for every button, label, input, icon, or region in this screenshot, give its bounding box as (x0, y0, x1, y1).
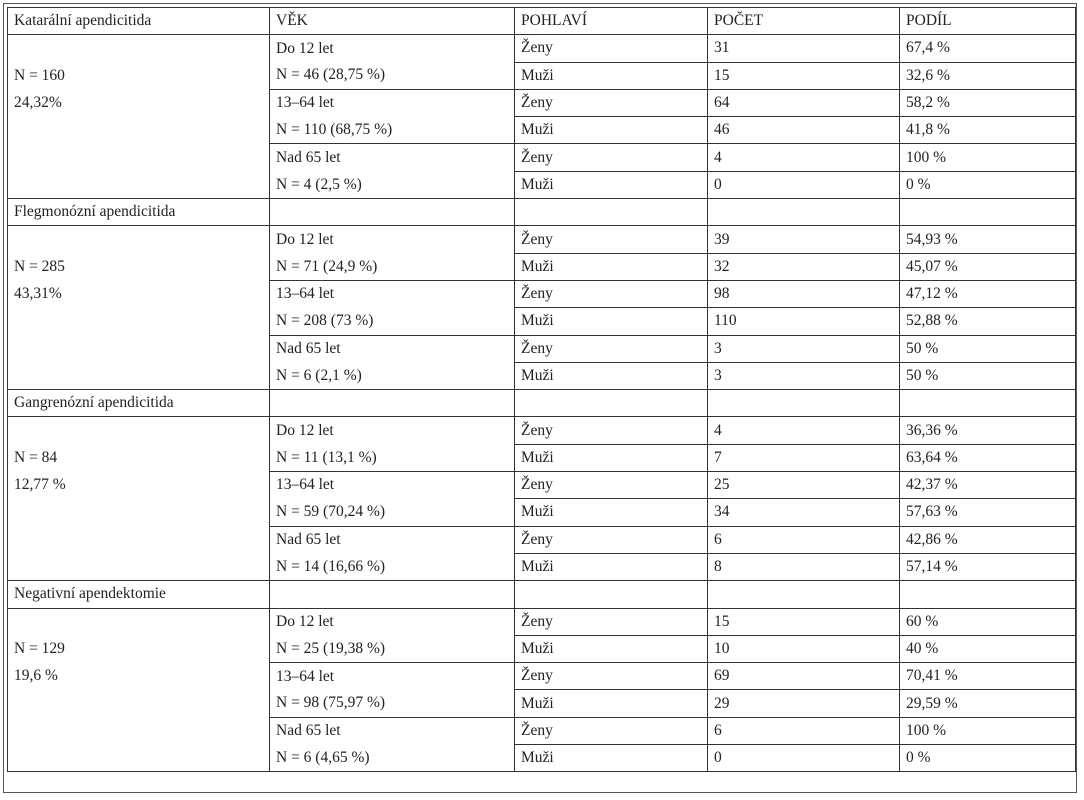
count-cell: 6 (708, 526, 900, 553)
empty-cell (8, 144, 270, 171)
sex-cell: Ženy (515, 417, 708, 444)
share-cell: 52,88 % (900, 308, 1076, 335)
table-row (8, 745, 1076, 772)
table-row (8, 663, 1076, 690)
share-cell: 57,14 % (900, 553, 1076, 580)
table-row (8, 417, 1076, 444)
sex-cell: Ženy (515, 663, 708, 690)
table-row (8, 35, 1076, 62)
count-cell: 69 (708, 663, 900, 690)
table-body (8, 8, 1076, 772)
empty-cell (8, 499, 270, 526)
sex-cell: Muži (515, 499, 708, 526)
share-cell: 60 % (900, 608, 1076, 635)
header-row (8, 8, 1076, 35)
sex-cell: Ženy (515, 280, 708, 307)
empty-cell (270, 581, 515, 608)
sex-cell: Muži (515, 117, 708, 144)
age-band: Nad 65 let (270, 526, 515, 553)
share-cell: 47,12 % (900, 280, 1076, 307)
share-cell: 100 % (900, 717, 1076, 744)
sex-cell: Ženy (515, 472, 708, 499)
table-row (8, 226, 1076, 253)
table-row (8, 253, 1076, 280)
table-row (8, 635, 1076, 662)
empty-cell (8, 745, 270, 772)
group-name: Flegmonózní apendicitida (8, 199, 270, 226)
age-band: 13–64 let (270, 280, 515, 307)
empty-cell (270, 199, 515, 226)
empty-cell (8, 226, 270, 253)
count-cell: 39 (708, 226, 900, 253)
empty-cell (270, 390, 515, 417)
age-band: 13–64 let (270, 663, 515, 690)
group-n: N = 129 (8, 635, 270, 662)
age-band: Do 12 let (270, 226, 515, 253)
empty-cell (515, 390, 708, 417)
sex-cell: Muži (515, 690, 708, 717)
empty-cell (8, 35, 270, 62)
share-cell: 54,93 % (900, 226, 1076, 253)
empty-cell (8, 308, 270, 335)
share-cell: 63,64 % (900, 444, 1076, 471)
count-cell: 10 (708, 635, 900, 662)
group-n: N = 84 (8, 444, 270, 471)
empty-cell (900, 199, 1076, 226)
count-cell: 64 (708, 89, 900, 116)
age-band-n: N = 208 (73 %) (270, 308, 515, 335)
count-cell: 32 (708, 253, 900, 280)
group-n: N = 160 (8, 62, 270, 89)
count-cell: 25 (708, 472, 900, 499)
count-cell: 8 (708, 553, 900, 580)
count-cell: 15 (708, 608, 900, 635)
group-percent: 43,31% (8, 280, 270, 307)
data-table (7, 7, 1076, 772)
empty-cell (515, 199, 708, 226)
empty-cell (8, 117, 270, 144)
share-cell: 100 % (900, 144, 1076, 171)
table-row (8, 117, 1076, 144)
sex-cell: Ženy (515, 144, 708, 171)
table-row (8, 499, 1076, 526)
share-cell: 70,41 % (900, 663, 1076, 690)
age-band: Do 12 let (270, 35, 515, 62)
column-header: VĚK (270, 8, 515, 35)
age-band-n: N = 6 (2,1 %) (270, 362, 515, 389)
table-row (8, 690, 1076, 717)
group-title-row (8, 581, 1076, 608)
table-row (8, 362, 1076, 389)
empty-cell (8, 717, 270, 744)
share-cell: 36,36 % (900, 417, 1076, 444)
empty-cell (708, 199, 900, 226)
column-header: PODÍL (900, 8, 1076, 35)
empty-cell (8, 417, 270, 444)
empty-cell (8, 526, 270, 553)
age-band-n: N = 59 (70,24 %) (270, 499, 515, 526)
count-cell: 98 (708, 280, 900, 307)
empty-cell (8, 335, 270, 362)
empty-cell (8, 608, 270, 635)
age-band-n: N = 98 (75,97 %) (270, 690, 515, 717)
share-cell: 32,6 % (900, 62, 1076, 89)
count-cell: 3 (708, 362, 900, 389)
age-band-n: N = 71 (24,9 %) (270, 253, 515, 280)
count-cell: 46 (708, 117, 900, 144)
age-band: 13–64 let (270, 89, 515, 116)
empty-cell (708, 390, 900, 417)
empty-cell (900, 581, 1076, 608)
group-percent: 24,32% (8, 89, 270, 116)
age-band: 13–64 let (270, 472, 515, 499)
sex-cell: Ženy (515, 608, 708, 635)
share-cell: 41,8 % (900, 117, 1076, 144)
age-band: Nad 65 let (270, 717, 515, 744)
group-name: Katarální apendicitida (8, 8, 270, 35)
sex-cell: Muži (515, 362, 708, 389)
count-cell: 15 (708, 62, 900, 89)
group-n: N = 285 (8, 253, 270, 280)
sex-cell: Muži (515, 635, 708, 662)
share-cell: 67,4 % (900, 35, 1076, 62)
share-cell: 45,07 % (900, 253, 1076, 280)
age-band: Do 12 let (270, 417, 515, 444)
count-cell: 6 (708, 717, 900, 744)
table-row (8, 171, 1076, 198)
empty-cell (900, 390, 1076, 417)
count-cell: 0 (708, 171, 900, 198)
table-row (8, 717, 1076, 744)
table-row (8, 608, 1076, 635)
group-name: Gangrenózní apendicitida (8, 390, 270, 417)
table-row (8, 553, 1076, 580)
count-cell: 31 (708, 35, 900, 62)
table-row (8, 89, 1076, 116)
age-band-n: N = 11 (13,1 %) (270, 444, 515, 471)
sex-cell: Muži (515, 253, 708, 280)
empty-cell (8, 171, 270, 198)
empty-cell (8, 362, 270, 389)
sex-cell: Ženy (515, 35, 708, 62)
share-cell: 42,86 % (900, 526, 1076, 553)
age-band-n: N = 4 (2,5 %) (270, 171, 515, 198)
share-cell: 50 % (900, 335, 1076, 362)
age-band-n: N = 6 (4,65 %) (270, 745, 515, 772)
share-cell: 0 % (900, 171, 1076, 198)
count-cell: 110 (708, 308, 900, 335)
count-cell: 4 (708, 417, 900, 444)
share-cell: 29,59 % (900, 690, 1076, 717)
group-title-row (8, 390, 1076, 417)
table-row (8, 308, 1076, 335)
table-row (8, 444, 1076, 471)
sex-cell: Ženy (515, 226, 708, 253)
sex-cell: Ženy (515, 717, 708, 744)
age-band: Do 12 let (270, 608, 515, 635)
age-band-n: N = 46 (28,75 %) (270, 62, 515, 89)
age-band: Nad 65 let (270, 335, 515, 362)
share-cell: 57,63 % (900, 499, 1076, 526)
share-cell: 58,2 % (900, 89, 1076, 116)
empty-cell (8, 553, 270, 580)
share-cell: 42,37 % (900, 472, 1076, 499)
share-cell: 40 % (900, 635, 1076, 662)
empty-cell (515, 581, 708, 608)
table-row (8, 144, 1076, 171)
age-band-n: N = 14 (16,66 %) (270, 553, 515, 580)
group-percent: 12,77 % (8, 472, 270, 499)
table-row (8, 280, 1076, 307)
table-row (8, 62, 1076, 89)
table-row (8, 472, 1076, 499)
table-row (8, 335, 1076, 362)
count-cell: 29 (708, 690, 900, 717)
share-cell: 0 % (900, 745, 1076, 772)
count-cell: 7 (708, 444, 900, 471)
table-row (8, 526, 1076, 553)
sex-cell: Muži (515, 444, 708, 471)
group-percent: 19,6 % (8, 663, 270, 690)
sex-cell: Ženy (515, 89, 708, 116)
sex-cell: Muži (515, 62, 708, 89)
empty-cell (8, 690, 270, 717)
sex-cell: Muži (515, 553, 708, 580)
share-cell: 50 % (900, 362, 1076, 389)
count-cell: 34 (708, 499, 900, 526)
count-cell: 3 (708, 335, 900, 362)
sex-cell: Muži (515, 171, 708, 198)
sex-cell: Ženy (515, 335, 708, 362)
group-name: Negativní apendektomie (8, 581, 270, 608)
sex-cell: Muži (515, 745, 708, 772)
sex-cell: Ženy (515, 526, 708, 553)
age-band: Nad 65 let (270, 144, 515, 171)
group-title-row (8, 199, 1076, 226)
column-header: POČET (708, 8, 900, 35)
empty-cell (708, 581, 900, 608)
age-band-n: N = 110 (68,75 %) (270, 117, 515, 144)
column-header: POHLAVÍ (515, 8, 708, 35)
count-cell: 0 (708, 745, 900, 772)
count-cell: 4 (708, 144, 900, 171)
age-band-n: N = 25 (19,38 %) (270, 635, 515, 662)
sex-cell: Muži (515, 308, 708, 335)
